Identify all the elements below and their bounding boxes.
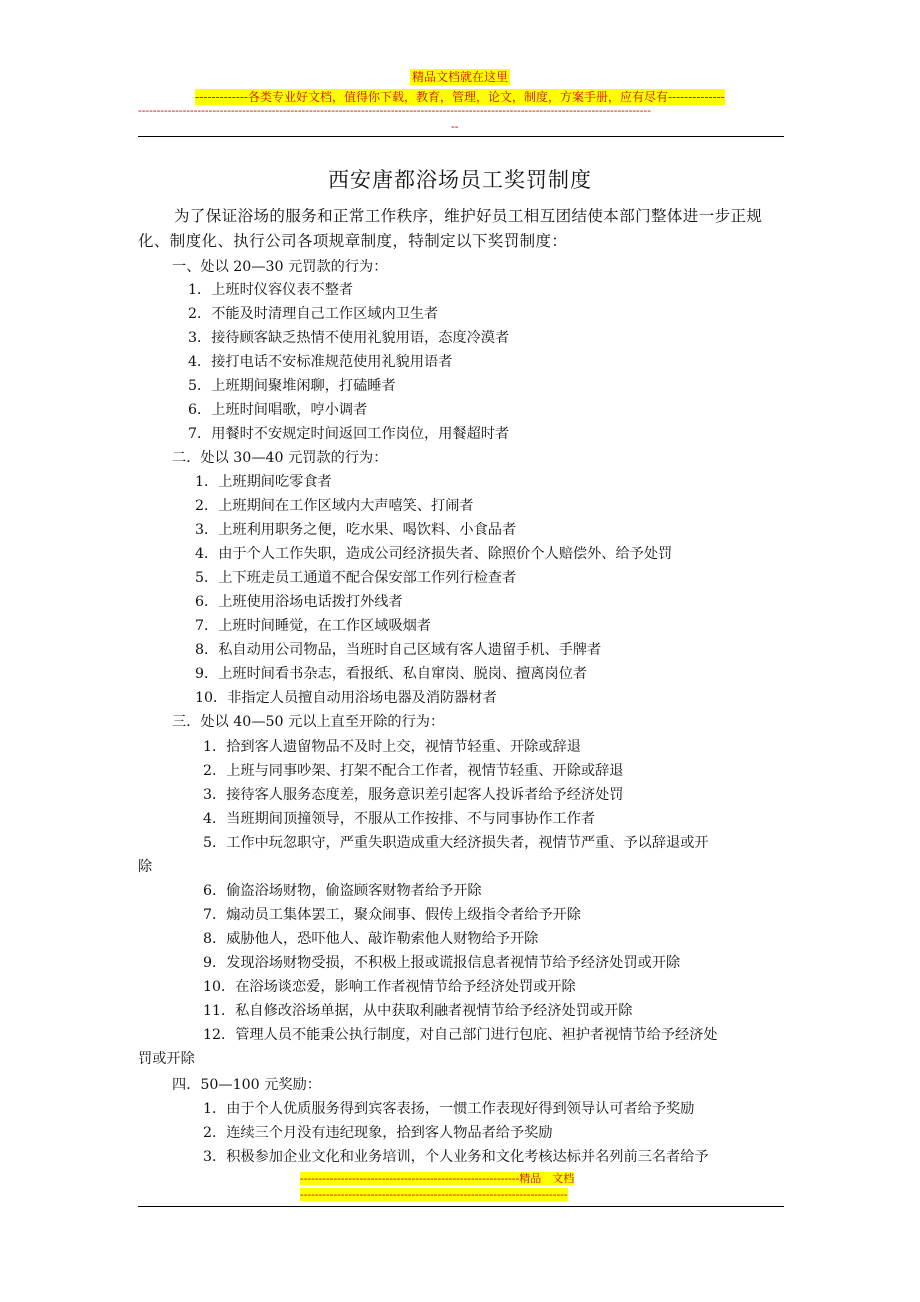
body-line: 二．处以 30—40 元罚款的行为： bbox=[172, 450, 388, 466]
header-banner-text: 精品文档就在这里 bbox=[411, 70, 508, 84]
body-line: 8．威胁他人，恐吓他人、敲诈勒索他人财物给予开除 bbox=[203, 931, 539, 947]
footer-dash-text: ------------------------------------------------------------------------ bbox=[300, 1188, 568, 1201]
body-line: 9．上班时间看书杂志，看报纸、私自窜岗、脱岗、擅离岗位者 bbox=[195, 666, 588, 682]
body-line: 2．不能及时清理自己工作区域内卫生者 bbox=[188, 306, 439, 322]
footer-label-text: -----------------------------------------------------------精品 文档 bbox=[300, 1172, 575, 1185]
body-line: 9．发现浴场财物受损，不积极上报或谎报信息者视情节给予经济处罚或开除 bbox=[203, 955, 681, 971]
body-line: 4．当班期间顶撞领导，不服从工作按排、不与同事协作工作者 bbox=[203, 811, 596, 827]
body-line: 10．非指定人员擅自动用浴场电器及消防器材者 bbox=[195, 690, 497, 706]
body-line: 11．私自修改浴场单据，从中获取利融者视情节给予经济处罚或开除 bbox=[203, 1003, 633, 1019]
body-line: 7．煽动员工集体罢工，聚众闹事、假传上级指令者给予开除 bbox=[203, 907, 581, 923]
body-line: 罚或开除 bbox=[138, 1051, 195, 1067]
header-promo-text: -------------各类专业好文档，值得你下载，教育，管理，论文，制度，方案手册，应有尽有-------------- bbox=[195, 90, 725, 104]
body-line: 12．管理人员不能秉公执行制度，对自己部门进行包庇、袒护者视情节给予经济处 bbox=[203, 1027, 718, 1043]
body-line: 1．上班期间吃零食者 bbox=[195, 474, 332, 490]
body-line: 4．接打电话不安标准规范使用礼貌用语者 bbox=[188, 354, 453, 370]
footer-rule bbox=[138, 1206, 784, 1207]
body-line: 四．50—100 元奖励： bbox=[172, 1077, 321, 1093]
body-line: 除 bbox=[138, 859, 153, 875]
body-line: 7．上班时间睡觉，在工作区域吸烟者 bbox=[195, 618, 432, 634]
body-line: 5．上班期间聚堆闲聊，打磕睡者 bbox=[188, 378, 396, 394]
body-line: 10．在浴场谈恋爱，影响工作者视情节给予经济处罚或开除 bbox=[203, 979, 576, 995]
body-line: 2．连续三个月没有违纪现象，拾到客人物品者给予奖励 bbox=[203, 1125, 553, 1141]
header-promo bbox=[0, 86, 920, 105]
body-line: 5．上下班走员工通道不配合保安部工作列行检查者 bbox=[195, 570, 517, 586]
body-line: 7．用餐时不安规定时间返回工作岗位，用餐超时者 bbox=[188, 426, 510, 442]
body-line: 8．私自动用公司物品，当班时自己区域有客人遗留手机、手牌者 bbox=[195, 642, 602, 658]
footer-dash-line bbox=[300, 1188, 620, 1201]
body-line: 5．工作中玩忽职守，严重失职造成重大经济损失者，视情节严重、予以辞退或开 bbox=[203, 835, 709, 851]
document-title: 西安唐都浴场员工奖罚制度 bbox=[328, 168, 592, 192]
footer-label bbox=[300, 1170, 574, 1186]
body-line: 1．拾到客人遗留物品不及时上交，视情节轻重、开除或辞退 bbox=[203, 739, 581, 755]
body-line: 1．由于个人优质服务得到宾客表扬，一惯工作表现好得到领导认可者给予奖励 bbox=[203, 1101, 695, 1117]
header-banner bbox=[0, 66, 920, 85]
header-rule bbox=[138, 136, 784, 137]
body-line: 2．上班期间在工作区域内大声嘻笑、打闹者 bbox=[195, 498, 474, 514]
body-line: 6．上班时间唱歌，哼小调者 bbox=[188, 402, 368, 418]
body-line: 3．接待客人服务态度差，服务意识差引起客人投诉者给予经济处罚 bbox=[203, 787, 624, 803]
intro-paragraph: 为了保证浴场的服务和正常工作秩序，维护好员工相互团结使本部门整体进一步正规化、制度化、执行公司各项规章制度，特制定以下奖罚制度： bbox=[138, 207, 763, 250]
body-line: 3．积极参加企业文化和业务培训，个人业务和文化考核达标并名列前三名者给予 bbox=[203, 1149, 709, 1165]
body-line: 4．由于个人工作失职，造成公司经济损失者、除照价个人赔偿外、给予处罚 bbox=[195, 546, 673, 562]
body-line: 一、处以 20—30 元罚款的行为： bbox=[172, 259, 388, 275]
body-line: 3．上班利用职务之便，吃水果、喝饮料、小食品者 bbox=[195, 522, 517, 538]
body-line: 2．上班与同事吵架、打架不配合工作者，视情节轻重、开除或辞退 bbox=[203, 763, 624, 779]
body-line: 三．处以 40—50 元以上直至开除的行为： bbox=[172, 714, 445, 730]
header-dash-tail: -- bbox=[451, 120, 459, 133]
body-line: 6．偷盗浴场财物，偷盗顾客财物者给予开除 bbox=[203, 883, 482, 899]
header-dash-line: ------------------------------------------------------------------------------------------------------------------------------------------ bbox=[138, 104, 651, 117]
body-line: 6．上班使用浴场电话拨打外线者 bbox=[195, 594, 403, 610]
body-line: 1．上班时仪容仪表不整者 bbox=[188, 282, 354, 298]
body-line: 3．接待顾客缺乏热情不使用礼貌用语，态度冷漠者 bbox=[188, 330, 510, 346]
